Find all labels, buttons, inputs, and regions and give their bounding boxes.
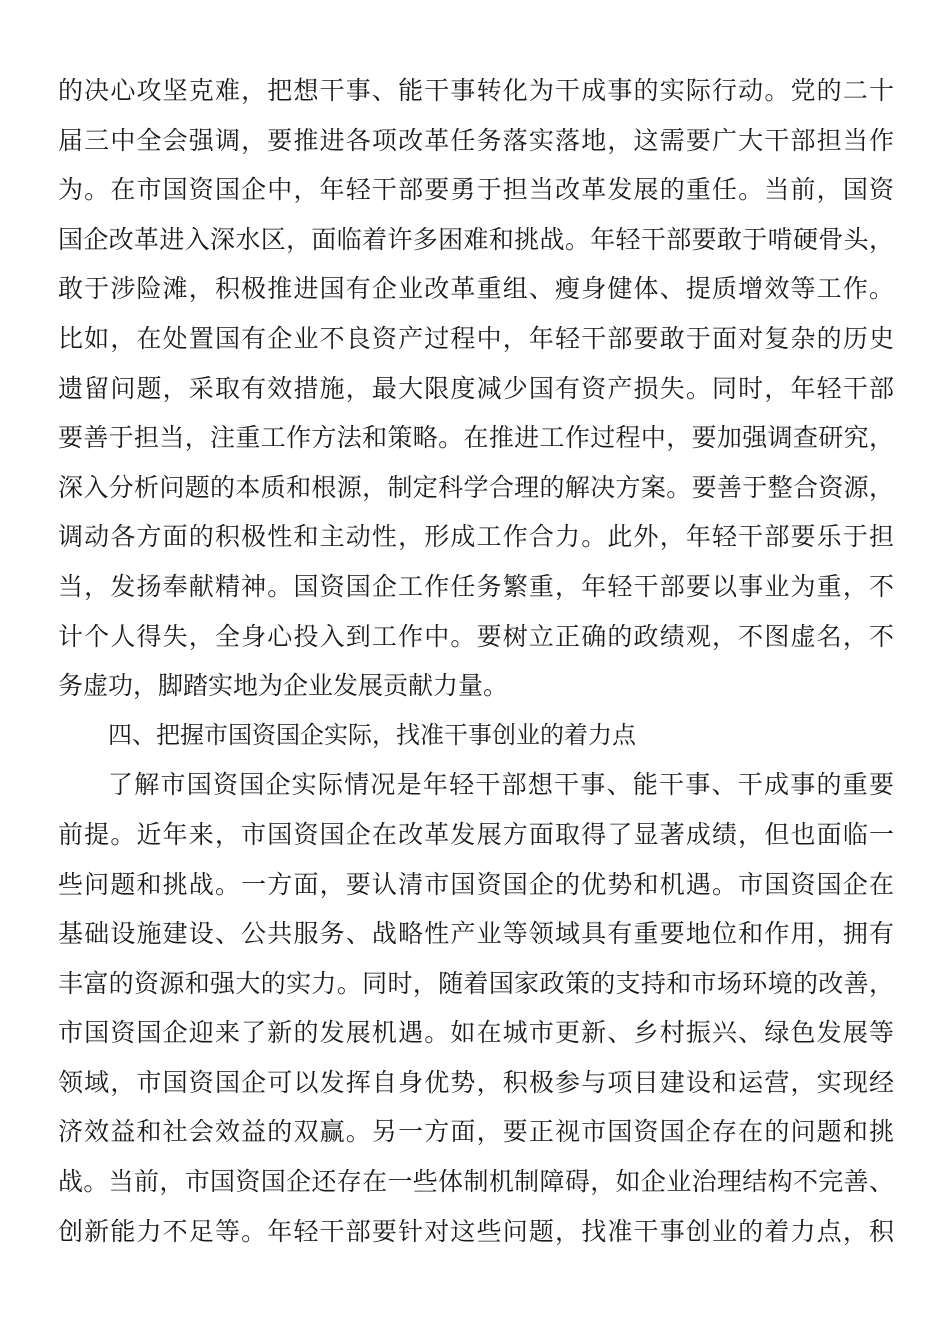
text-line: 些问题和挑战。一方面，要认清市国资国企的优势和机遇。市国资国企在 (58, 869, 894, 899)
text-line: 领域，市国资国企可以发挥自身优势，积极参与项目建设和运营，实现经 (58, 1067, 894, 1097)
text-line: 当，发扬奉献精神。国资国企工作任务繁重，年轻干部要以事业为重，不 (58, 571, 894, 601)
text-line: 济效益和社会效益的双赢。另一方面，要正视市国资国企存在的问题和挑 (58, 1117, 894, 1147)
text-line: 深入分析问题的本质和根源，制定科学合理的解决方案。要善于整合资源， (58, 472, 894, 502)
text-line: 务虚功，脚踏实地为企业发展贡献力量。 (58, 671, 509, 701)
paragraph-continuation (58, 66, 894, 711)
text-line: 创新能力不足等。年轻干部要针对这些问题，找准干事创业的着力点，积 (58, 1216, 894, 1246)
text-line: 基础设施建设、公共服务、战略性产业等领域具有重要地位和作用，拥有 (58, 919, 894, 949)
document-body (58, 66, 894, 1256)
text-line: 比如，在处置国有企业不良资产过程中，年轻干部要敢于面对复杂的历史 (58, 323, 894, 353)
text-line: 了解市国资国企实际情况是年轻干部想干事、能干事、干成事的重要 (108, 770, 894, 800)
text-line: 前提。近年来，市国资国企在改革发展方面取得了显著成绩，但也面临一 (58, 819, 894, 849)
text-line: 调动各方面的积极性和主动性，形成工作合力。此外，年轻干部要乐于担 (58, 522, 894, 552)
section-heading (58, 711, 894, 761)
text-line: 计个人得失，全身心投入到工作中。要树立正确的政绩观，不图虚名，不 (58, 621, 894, 651)
paragraph (58, 760, 894, 1256)
text-line: 国企改革进入深水区，面临着许多困难和挑战。年轻干部要敢于啃硬骨头， (58, 224, 894, 254)
text-line: 为。在市国资国企中，年轻干部要勇于担当改革发展的重任。当前，国资 (58, 175, 894, 205)
text-line: 届三中全会强调，要推进各项改革任务落实落地，这需要广大干部担当作 (58, 125, 894, 155)
text-line: 敢于涉险滩，积极推进国有企业改革重组、瘦身健体、提质增效等工作。 (58, 274, 894, 304)
text-line: 要善于担当，注重工作方法和策略。在推进工作过程中，要加强调查研究， (58, 423, 894, 453)
text-line: 丰富的资源和强大的实力。同时，随着国家政策的支持和市场环境的改善， (58, 968, 894, 998)
text-line: 市国资国企迎来了新的发展机遇。如在城市更新、乡村振兴、绿色发展等 (58, 1018, 894, 1048)
text-line: 的决心攻坚克难，把想干事、能干事转化为干成事的实际行动。党的二十 (58, 76, 894, 105)
text-line: 战。当前，市国资国企还存在一些体制机制障碍，如企业治理结构不完善、 (58, 1167, 894, 1197)
section-heading-text: 四、把握市国资国企实际，找准干事创业的着力点 (108, 720, 636, 749)
text-line: 遗留问题，采取有效措施，最大限度减少国有资产损失。同时，年轻干部 (58, 373, 894, 403)
